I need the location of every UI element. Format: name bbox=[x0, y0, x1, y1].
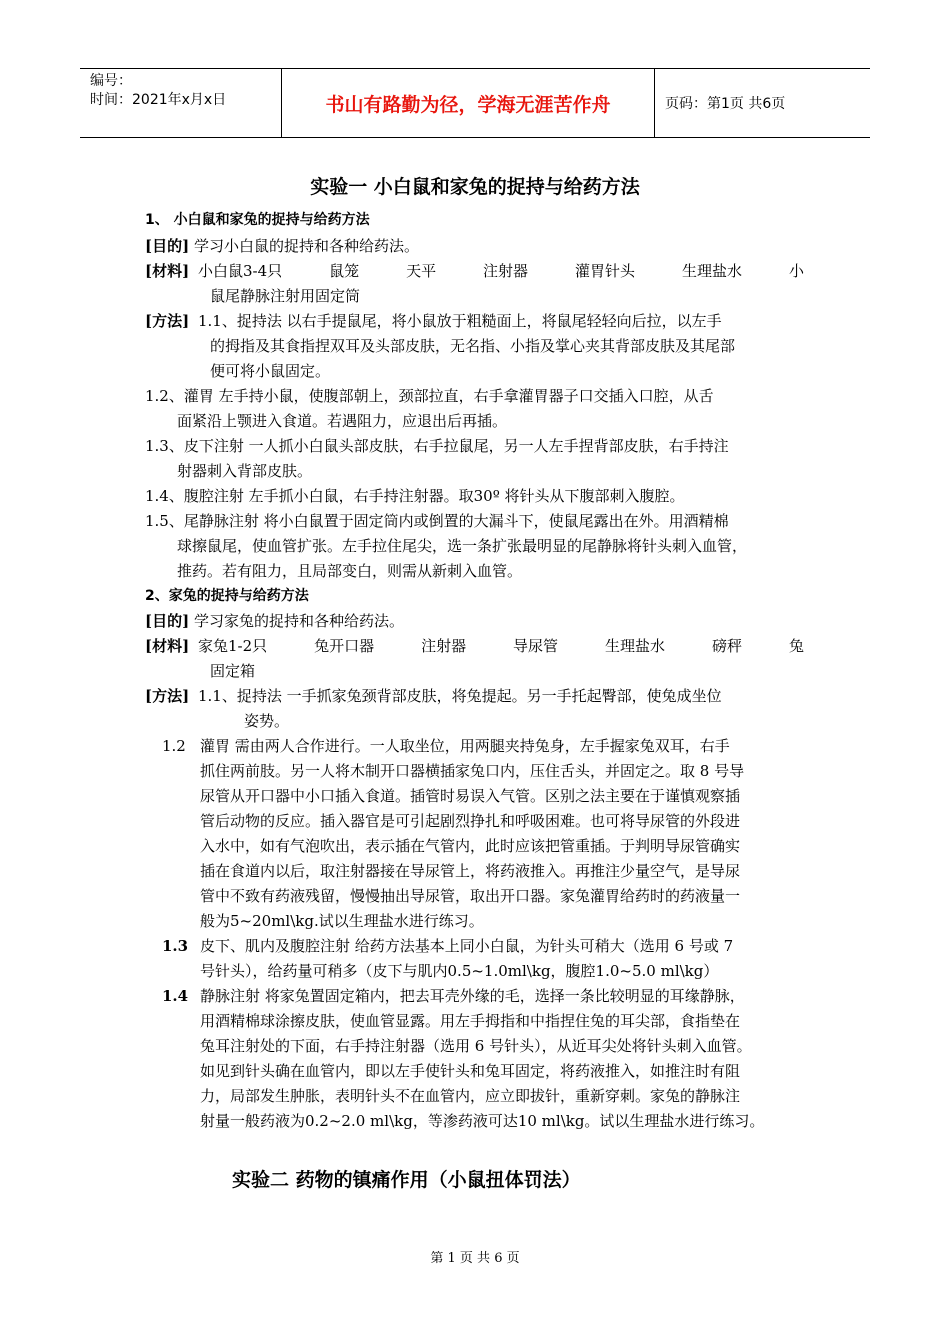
page-footer: 第 1 页 共 6 页 bbox=[430, 1251, 520, 1266]
s2-goal-text: 学习家兔的捉持和各种给药法。 bbox=[193, 612, 404, 630]
s2-method-1-4-number: 1.4 bbox=[162, 987, 189, 1005]
s2-method-1-4-line: 用酒精棉球涂擦皮肤，使血管显露。用左手拇指和中指捏住兔的耳尖部，食指垫在 bbox=[200, 1012, 741, 1030]
s1-method-1-5-line3: 推药。若有阻力，且局部变白，则需从新刺入血管。 bbox=[177, 562, 523, 580]
s2-method-1-2-line: 抓住两前肢。另一人将木制开口器横插家兔口内，压住舌头，并固定之。取 8 号导 bbox=[200, 762, 745, 780]
s1-material-item: 天平 bbox=[406, 262, 437, 280]
s2-material-item: 生理盐水 bbox=[605, 637, 666, 655]
s1-materials-line2: 鼠尾静脉注射用固定筒 bbox=[210, 287, 361, 305]
s1-material-item: 灌胃针头 bbox=[575, 262, 636, 280]
s2-materials-list bbox=[198, 636, 804, 656]
s2-method-1-2-line: 灌胃 需由两人合作进行。一人取坐位，用两腿夹持兔身，左手握家兔双耳，右手 bbox=[200, 737, 730, 755]
s1-method-1-2-line2: 面紧沿上颚进入食道。若遇阻力，应退出后再插。 bbox=[177, 412, 508, 430]
s1-goal-tag: [目的] bbox=[145, 237, 190, 255]
doc-number-label: 编号： bbox=[90, 73, 132, 89]
s1-material-item: 小 bbox=[788, 262, 804, 280]
s2-method-1-1-line2: 姿势。 bbox=[244, 712, 290, 730]
section2-heading: 2、家兔的捉持与给药方法 bbox=[145, 588, 309, 604]
s2-method-1-2-line: 管后动物的反应。插入器官是可引起剧烈挣扎和呼吸困难。也可将导尿管的外段进 bbox=[200, 812, 741, 830]
header-page-label: 页码：第1页 共6页 bbox=[665, 96, 786, 112]
s2-method-1-2-number: 1.2 bbox=[162, 737, 186, 755]
s1-material-item: 注射器 bbox=[483, 262, 529, 280]
s1-method-1-3-line2: 射器刺入背部皮肤。 bbox=[177, 462, 313, 480]
s2-method-1-4-line: 兔耳注射处的下面，右手持注射器（选用 6 号针头），从近耳尖处将针头刺入血管。 bbox=[200, 1037, 752, 1055]
s2-method-1-1-line1: 1.1、捉持法 一手抓家兔颈背部皮肤，将兔提起。另一手托起臀部，使兔成坐位 bbox=[198, 687, 722, 705]
s2-material-item: 兔 bbox=[788, 637, 804, 655]
s1-method-1-1-line2: 的拇指及其食指捏双耳及头部皮肤，无名指、小指及掌心夹其背部皮肤及其尾部 bbox=[210, 337, 736, 355]
s2-method-1-4-line: 力，局部发生肿胀，表明针头不在血管内，应立即拔针，重新穿刺。家兔的静脉注 bbox=[200, 1087, 741, 1105]
exp2-title: 实验二 药物的镇痛作用（小鼠扭体罚法） bbox=[232, 1169, 581, 1191]
s2-goal-tag: [目的] bbox=[145, 612, 190, 630]
s2-goal-row bbox=[145, 611, 404, 631]
s1-material-item: 生理盐水 bbox=[681, 262, 742, 280]
header-motto: 书山有路勤为径，学海无涯苦作舟 bbox=[282, 69, 655, 137]
s1-method-1-5-line1: 1.5、尾静脉注射 将小白鼠置于固定筒内或倒置的大漏斗下，使鼠尾露出在外。用酒精棉 bbox=[145, 512, 729, 530]
s2-material-item: 家兔1-2只 bbox=[198, 637, 268, 655]
s2-method-1-2-line: 入水中，如有气泡吹出，表示插在气管内，此时应该把管重插。于判明导尿管确实 bbox=[200, 837, 741, 855]
exp1-title: 实验一 小白鼠和家兔的捉持与给药方法 bbox=[310, 176, 640, 198]
s2-method-tag: [方法] bbox=[145, 687, 190, 705]
s1-method-1-2-line1: 1.2、灌胃 左手持小鼠，使腹部朝上，颈部拉直，右手拿灌胃器子口交插入口腔，从舌 bbox=[145, 387, 714, 405]
s1-method-tag: [方法] bbox=[145, 312, 190, 330]
s1-material-item: 鼠笼 bbox=[329, 262, 360, 280]
s1-method-1-4: 1.4、腹腔注射 左手抓小白鼠，右手持注射器。取30º 将针头从下腹部刺入腹腔。 bbox=[145, 487, 685, 505]
s2-method-1-2-line: 尿管从开口器中小口插入食道。插管时易误入气管。区别之法主要在于谨慎观察插 bbox=[200, 787, 741, 805]
s2-materials-line2: 固定箱 bbox=[210, 662, 256, 680]
document-header bbox=[80, 68, 870, 138]
s2-material-item: 磅秤 bbox=[711, 637, 742, 655]
s2-method-1-3-number: 1.3 bbox=[162, 937, 189, 955]
s2-method-1-3-line: 号针头），给药量可稍多（皮下与肌内0.5~1.0ml\kg，腹腔1.0~5.0 ml\kg） bbox=[200, 962, 719, 980]
s1-materials-tag: [材料] bbox=[145, 262, 190, 280]
s2-method-1-2-line: 般为5~20ml\kg.试以生理盐水进行练习。 bbox=[200, 912, 484, 930]
s2-method-1-2-line: 管中不致有药液残留，慢慢抽出导尿管，取出开口器。家兔灌胃给药时的药液量一 bbox=[200, 887, 741, 905]
doc-time-label: 时间：2021年x月x日 bbox=[90, 92, 227, 108]
s2-material-item: 注射器 bbox=[421, 637, 467, 655]
s1-goal-text: 学习小白鼠的捉持和各种给药法。 bbox=[193, 237, 419, 255]
s1-method-1-3-line1: 1.3、皮下注射 一人抓小白鼠头部皮肤，右手拉鼠尾，另一人左手捏背部皮肤，右手持注 bbox=[145, 437, 729, 455]
s1-method-1-1-line3: 便可将小鼠固定。 bbox=[210, 362, 331, 380]
s1-method-1-5-line2: 球擦鼠尾，使血管扩张。左手拉住尾尖，选一条扩张最明显的尾静脉将针头刺入血管， bbox=[177, 537, 748, 555]
s2-material-item: 导尿管 bbox=[513, 637, 559, 655]
s2-materials-tag: [材料] bbox=[145, 637, 190, 655]
s2-material-item: 兔开口器 bbox=[314, 637, 375, 655]
s2-method-1-4-line: 射量一般药液为0.2~2.0 ml\kg，等渗药液可达10 ml\kg。试以生理盐水进行练习。 bbox=[200, 1112, 765, 1130]
header-meta bbox=[80, 69, 282, 137]
s1-material-item: 小白鼠3-4只 bbox=[198, 262, 283, 280]
s2-method-1-3-line: 皮下、肌内及腹腔注射 给药方法基本上同小白鼠，为针头可稍大（选用 6 号或 7 bbox=[200, 937, 734, 955]
s2-method-1-4-line: 如见到针头确在血管内，即以左手使针头和兔耳固定，将药液推入，如推注时有阻 bbox=[200, 1062, 741, 1080]
s1-materials-list bbox=[198, 261, 804, 281]
section1-heading: 1、 小白鼠和家兔的捉持与给药方法 bbox=[145, 212, 370, 228]
s2-method-1-4-line: 静脉注射 将家兔置固定箱内，把去耳壳外缘的毛，选择一条比较明显的耳缘静脉， bbox=[200, 987, 745, 1005]
s2-method-1-2-line: 插在食道内以后，取注射器接在导尿管上，将药液推入。再推注少量空气，是导尿 bbox=[200, 862, 741, 880]
s1-goal-row bbox=[145, 236, 419, 256]
s1-method-1-1-line1: 1.1、捉持法 以右手提鼠尾，将小鼠放于粗糙面上，将鼠尾轻轻向后拉，以左手 bbox=[198, 312, 722, 330]
